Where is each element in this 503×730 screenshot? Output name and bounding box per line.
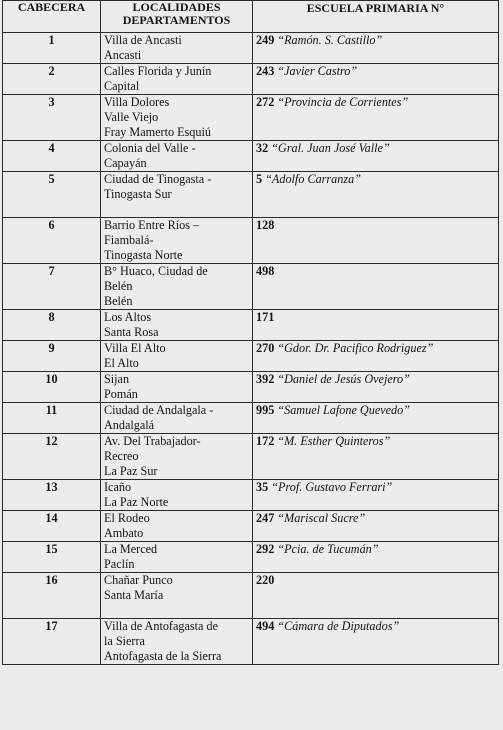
localidad-line: Santa María xyxy=(104,588,164,602)
localidad-line: Los Altos xyxy=(104,310,152,324)
table-row xyxy=(3,573,499,619)
localidad-line: Andalgalá xyxy=(104,418,155,432)
cabecera-cell: 2 xyxy=(3,64,101,95)
school-number: 292 xyxy=(256,542,275,556)
cabecera-cell: 13 xyxy=(3,480,101,511)
localidad-line: B° Huaco, Ciudad de xyxy=(104,264,208,278)
school-number: 249 xyxy=(256,33,275,47)
localidades-cell xyxy=(101,341,253,372)
localidad-line: Colonia del Valle - xyxy=(104,141,196,155)
localidades-cell xyxy=(101,511,253,542)
escuela-cell xyxy=(253,480,499,511)
localidad-line: la Sierra xyxy=(104,634,145,648)
localidad-line: Ciudad de Tinogasta - xyxy=(104,172,212,186)
cabecera-cell: 5 xyxy=(3,172,101,218)
localidad-line: Fiambalá- xyxy=(104,233,154,247)
table-body xyxy=(3,33,499,665)
escuela-cell xyxy=(253,264,499,310)
table-row xyxy=(3,172,499,218)
table-row xyxy=(3,511,499,542)
localidades-cell xyxy=(101,64,253,95)
localidades-cell xyxy=(101,172,253,218)
table-row xyxy=(3,95,499,141)
table-row xyxy=(3,218,499,264)
school-number: 32 xyxy=(256,141,269,155)
school-number: 270 xyxy=(256,341,275,355)
localidad-line: Av. Del Trabajador- xyxy=(104,434,201,448)
cabecera-cell: 17 xyxy=(3,619,101,665)
cabecera-cell: 6 xyxy=(3,218,101,264)
escuela-cell xyxy=(253,573,499,619)
localidad-line: Santa Rosa xyxy=(104,325,159,339)
school-number: 995 xyxy=(256,403,275,417)
localidades-cell xyxy=(101,264,253,310)
localidades-cell xyxy=(101,95,253,141)
localidad-line: Fray Mamerto Esquiú xyxy=(104,125,211,139)
school-number: 172 xyxy=(256,434,275,448)
localidad-line: Icaño xyxy=(104,480,132,494)
localidades-cell xyxy=(101,403,253,434)
escuela-cell xyxy=(253,172,499,218)
school-name: “Gdor. Dr. Pacifico Rodriguez” xyxy=(277,341,434,355)
localidades-cell xyxy=(101,33,253,64)
cabecera-cell: 8 xyxy=(3,310,101,341)
cabecera-cell: 16 xyxy=(3,573,101,619)
school-name: “Cámara de Diputados” xyxy=(277,619,400,633)
table-row xyxy=(3,341,499,372)
cabecera-cell: 12 xyxy=(3,434,101,480)
table-row xyxy=(3,372,499,403)
escuela-cell xyxy=(253,341,499,372)
localidad-line: Belén xyxy=(104,294,133,308)
cabecera-cell: 15 xyxy=(3,542,101,573)
cabecera-cell: 7 xyxy=(3,264,101,310)
localidad-line: Villa Dolores xyxy=(104,95,170,109)
school-name: “M. Esther Quinteros” xyxy=(277,434,391,448)
localidad-line xyxy=(104,202,252,217)
localidad-line: Pomán xyxy=(104,387,138,401)
localidad-line: Capayán xyxy=(104,156,147,170)
school-number: 272 xyxy=(256,95,275,109)
school-name: “Ramón. S. Castillo” xyxy=(277,33,383,47)
escuela-cell xyxy=(253,218,499,264)
cabecera-cell: 14 xyxy=(3,511,101,542)
cabecera-cell: 10 xyxy=(3,372,101,403)
table-row xyxy=(3,310,499,341)
cabecera-cell: 9 xyxy=(3,341,101,372)
school-number: 35 xyxy=(256,480,269,494)
localidades-cell xyxy=(101,573,253,619)
header-escuela: ESCUELA PRIMARIA N° xyxy=(253,1,499,33)
header-localidades: LOCALIDADES DEPARTAMENTOS xyxy=(101,1,253,33)
escuela-cell xyxy=(253,95,499,141)
localidad-line: Chañar Punco xyxy=(104,573,173,587)
localidades-cell xyxy=(101,141,253,172)
school-number: 220 xyxy=(256,573,275,587)
escuela-cell xyxy=(253,141,499,172)
escuela-cell xyxy=(253,403,499,434)
school-name: “Provincia de Corrientes” xyxy=(277,95,409,109)
localidad-line: Villa de Antofagasta de xyxy=(104,619,218,633)
cabecera-cell: 11 xyxy=(3,403,101,434)
school-number: 5 xyxy=(256,172,263,186)
localidad-line: Villa de Ancasti xyxy=(104,33,182,47)
escuela-cell xyxy=(253,434,499,480)
localidades-cell xyxy=(101,218,253,264)
table-row xyxy=(3,403,499,434)
school-number: 243 xyxy=(256,64,275,78)
localidad-line xyxy=(104,603,252,618)
table-row xyxy=(3,619,499,665)
table-row xyxy=(3,264,499,310)
school-number: 494 xyxy=(256,619,275,633)
table-row xyxy=(3,64,499,95)
localidades-cell xyxy=(101,619,253,665)
localidad-line: Tinogasta Sur xyxy=(104,187,172,201)
school-number: 392 xyxy=(256,372,275,386)
localidad-line: Ambato xyxy=(104,526,144,540)
school-name: “Prof. Gustavo Ferrari” xyxy=(271,480,393,494)
localidad-line: Antofagasta de la Sierra xyxy=(104,649,222,663)
school-name: “Daniel de Jesús Ovejero” xyxy=(277,372,410,386)
localidad-line: Valle Viejo xyxy=(104,110,159,124)
localidades-cell xyxy=(101,480,253,511)
cabecera-cell: 1 xyxy=(3,33,101,64)
localidad-line: El Rodeo xyxy=(104,511,150,525)
school-name: “Samuel Lafone Quevedo” xyxy=(277,403,411,417)
escuela-cell xyxy=(253,511,499,542)
escuela-cell xyxy=(253,33,499,64)
escuela-cell xyxy=(253,619,499,665)
schools-table xyxy=(2,0,499,665)
localidad-line: Tinogasta Norte xyxy=(104,248,183,262)
escuela-cell xyxy=(253,372,499,403)
school-name: “Mariscal Sucre” xyxy=(277,511,366,525)
cabecera-cell: 4 xyxy=(3,141,101,172)
school-name: “Adolfo Carranza” xyxy=(265,172,361,186)
localidad-line: Calles Florida y Junín xyxy=(104,64,212,78)
localidad-line: Ciudad de Andalgala - xyxy=(104,403,214,417)
school-name: “Javier Castro” xyxy=(277,64,358,78)
school-name: “Pcia. de Tucumán” xyxy=(277,542,379,556)
localidad-line: Capital xyxy=(104,79,140,93)
localidades-cell xyxy=(101,434,253,480)
localidad-line: Ancasti xyxy=(104,48,142,62)
cabecera-cell: 3 xyxy=(3,95,101,141)
localidad-line: Belén xyxy=(104,279,133,293)
localidad-line: Sijan xyxy=(104,372,130,386)
localidades-cell xyxy=(101,542,253,573)
table-row xyxy=(3,33,499,64)
header-cabecera: CABECERA xyxy=(3,1,101,33)
table-row xyxy=(3,141,499,172)
table-row xyxy=(3,542,499,573)
localidad-line: Recreo xyxy=(104,449,139,463)
localidad-line: Paclín xyxy=(104,557,135,571)
localidad-line: La Merced xyxy=(104,542,158,556)
localidad-line: La Paz Norte xyxy=(104,495,169,509)
localidades-cell xyxy=(101,372,253,403)
escuela-cell xyxy=(253,64,499,95)
localidades-cell xyxy=(101,310,253,341)
header-row xyxy=(3,1,499,33)
school-number: 247 xyxy=(256,511,275,525)
school-name: “Gral. Juan José Valle” xyxy=(271,141,390,155)
localidad-line: Barrio Entre Ríos – xyxy=(104,218,200,232)
escuela-cell xyxy=(253,310,499,341)
school-number: 128 xyxy=(256,218,275,232)
escuela-cell xyxy=(253,542,499,573)
localidad-line: El Alto xyxy=(104,356,139,370)
table-row xyxy=(3,434,499,480)
localidad-line: La Paz Sur xyxy=(104,464,158,478)
school-number: 171 xyxy=(256,310,275,324)
school-number: 498 xyxy=(256,264,275,278)
table-row xyxy=(3,480,499,511)
localidad-line: Villa El Alto xyxy=(104,341,166,355)
